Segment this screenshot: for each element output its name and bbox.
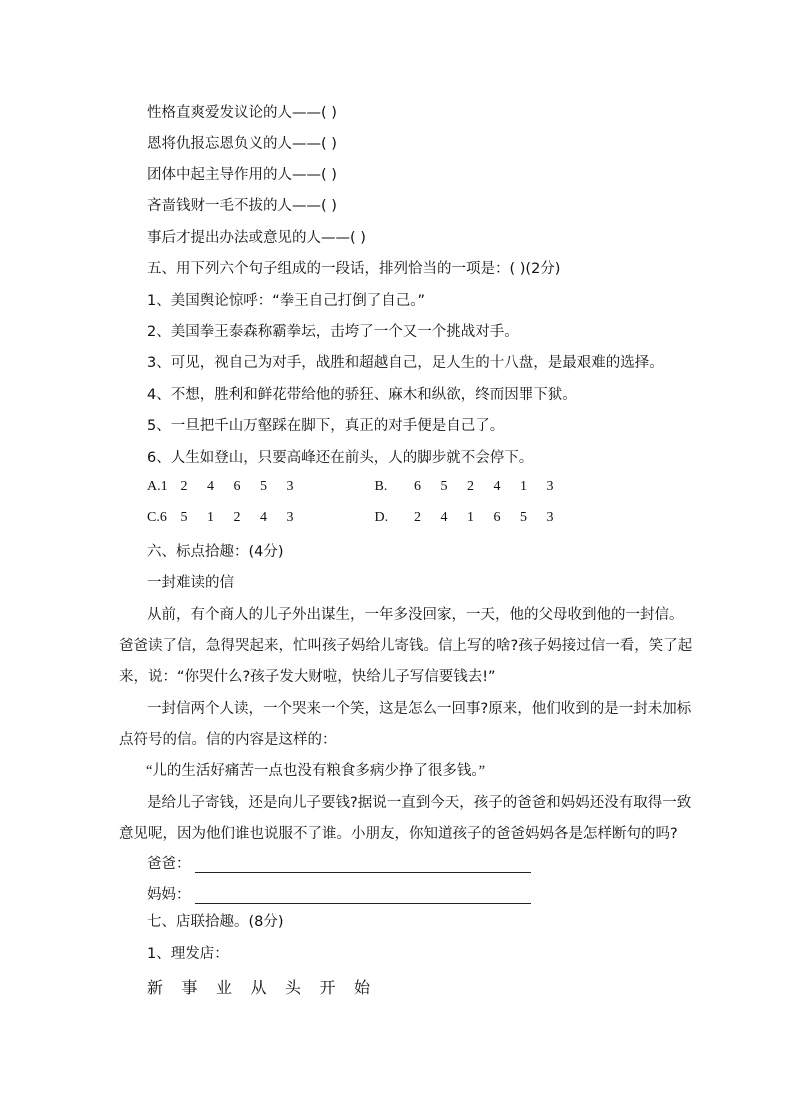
couplet-char: 事 xyxy=(181,978,198,997)
option-b-num: 1 xyxy=(520,479,527,494)
couplet-char: 始 xyxy=(354,978,371,997)
section5-sentence-1: 1、美国舆论惊呼：“拳王自己打倒了自己。” xyxy=(147,293,425,309)
option-b-num: 4 xyxy=(493,479,501,494)
section5-sentence-6: 6、人生如登山，只要高峰还在前头，人的脚步就不会停下。 xyxy=(147,450,534,466)
story-line: 是给儿子寄钱，还是向儿子要钱?据说一直到今天，孩子的爸爸和妈妈还没有取得一致 xyxy=(147,795,692,811)
option-b xyxy=(375,479,570,495)
matching-line-2: 恩将仇报忘恩负义的人——( ) xyxy=(147,136,337,152)
mom-label: 妈妈： xyxy=(147,887,191,903)
letter-content: “儿的生活好痛苦一点也没有粮食多病少挣了很多钱。” xyxy=(146,763,486,779)
option-c-num: 5 xyxy=(180,510,188,525)
story-title: 一封难读的信 xyxy=(147,575,234,591)
couplet-char: 从 xyxy=(250,978,267,997)
option-b-num: 6 xyxy=(414,479,421,494)
option-b-label: B. xyxy=(374,479,388,494)
dad-answer-blank[interactable] xyxy=(195,854,531,873)
matching-line-1: 性格直爽爱发议论的人——( ) xyxy=(147,105,337,121)
option-c-num: 1 xyxy=(207,510,214,525)
option-a-num: 6 xyxy=(233,479,241,494)
option-a-num: 4 xyxy=(207,479,214,494)
couplet-char: 业 xyxy=(216,978,233,997)
story-line: 来，说：“你哭什么?孩子发大财啦，快给儿子写信要钱去!” xyxy=(119,669,496,685)
couplet-char: 头 xyxy=(285,978,302,997)
matching-line-3: 团体中起主导作用的人——( ) xyxy=(147,167,337,183)
option-d-num: 2 xyxy=(414,510,421,525)
matching-line-5: 事后才提出办法或意见的人——( ) xyxy=(147,230,366,246)
option-c-num: 2 xyxy=(233,510,241,525)
matching-line-4: 吝啬钱财一毛不拔的人——( ) xyxy=(147,198,337,214)
story-line: 点符号的信。信的内容是这样的： xyxy=(119,732,337,748)
option-a-num: 3 xyxy=(286,479,294,494)
story-line: 意见呢，因为他们谁也说服不了谁。小朋友，你知道孩子的爸爸妈妈各是怎样断句的吗? xyxy=(119,826,678,842)
section6-heading: 六、标点拾趣：(4分) xyxy=(147,544,284,560)
option-d-num: 5 xyxy=(520,510,527,525)
option-b-num: 5 xyxy=(440,479,448,494)
option-d xyxy=(375,510,570,526)
mom-answer-blank[interactable] xyxy=(195,885,531,904)
option-c-num: 4 xyxy=(260,510,267,525)
option-a xyxy=(147,479,371,495)
section5-heading: 五、用下列六个句子组成的一段话，排列恰当的一项是：( )(2分) xyxy=(147,261,561,277)
option-c-num: 3 xyxy=(286,510,294,525)
section5-sentence-2: 2、美国拳王泰森称霸拳坛，击垮了一个又一个挑战对手。 xyxy=(147,324,519,340)
options-row-1 xyxy=(147,479,570,495)
option-b-num: 3 xyxy=(546,479,554,494)
option-d-num: 1 xyxy=(467,510,474,525)
section7-item1: 1、理发店： xyxy=(147,946,229,962)
section7-heading: 七、店联拾趣。(8分) xyxy=(147,914,284,930)
option-d-num: 3 xyxy=(546,510,554,525)
section5-sentence-3: 3、可见，视自己为对手，战胜和超越自己，足人生的十八盘，是最艰难的选择。 xyxy=(147,355,664,371)
option-a-num: 5 xyxy=(260,479,267,494)
section5-sentence-5: 5、一旦把千山万壑踩在脚下，真正的对手便是自己了。 xyxy=(147,418,505,434)
story-line: 爸爸读了信，急得哭起来，忙叫孩子妈给儿寄钱。信上写的啥?孩子妈接过信一看，笑了起 xyxy=(119,638,693,654)
story-line: 一封信两个人读，一个哭来一个笑，这是怎么一回事?原来，他们收到的是一封未加标 xyxy=(147,701,692,717)
dad-answer-row xyxy=(147,852,531,873)
option-c xyxy=(147,510,371,526)
option-a-label: A.1 xyxy=(147,479,168,494)
option-c-label: C.6 xyxy=(147,510,167,525)
option-b-num: 2 xyxy=(467,479,474,494)
option-d-label: D. xyxy=(374,510,389,525)
option-a-num: 2 xyxy=(180,479,188,494)
mom-answer-row xyxy=(147,883,531,904)
options-row-2 xyxy=(147,510,570,526)
couplet-line xyxy=(147,975,389,998)
couplet-char: 开 xyxy=(319,978,336,997)
story-line: 从前，有个商人的儿子外出谋生，一年多没回家，一天，他的父母收到他的一封信。 xyxy=(147,607,684,623)
option-d-num: 4 xyxy=(440,510,448,525)
option-d-num: 6 xyxy=(493,510,501,525)
section5-sentence-4: 4、不想，胜利和鲜花带给他的骄狂、麻木和纵欲，终而因罪下狱。 xyxy=(147,387,577,403)
couplet-char: 新 xyxy=(147,978,164,997)
dad-label: 爸爸： xyxy=(147,856,191,872)
